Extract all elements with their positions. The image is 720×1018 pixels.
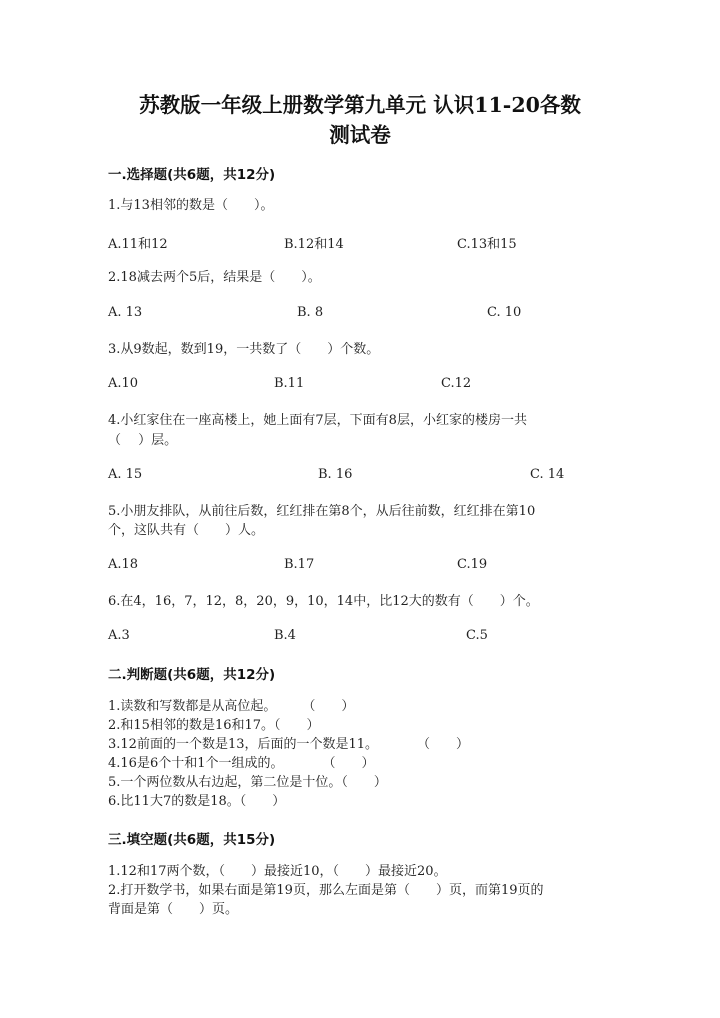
question-4-line1: 4.小红家住在一座高楼上，她上面有7层，下面有8层，小红家的楼房一共 xyxy=(108,413,527,428)
option-b: B.17 xyxy=(284,557,315,572)
section-heading-fill: 三.填空题(共6题，共15分) xyxy=(108,832,276,848)
judge-item-5: 5.一个两位数从右边起，第二位是十位。（ ） xyxy=(108,775,387,790)
option-b: B. 16 xyxy=(318,467,353,482)
judge-item-1: 1.读数和写数都是从高位起。 （ ） xyxy=(108,699,355,714)
option-b: B.12和14 xyxy=(284,237,344,252)
judge-item-2: 2.和15相邻的数是16和17。（ ） xyxy=(108,718,320,733)
option-c: C. 14 xyxy=(530,467,565,482)
question-6: 6.在4，16，7，12，8，20，9，10，14中，比12大的数有（ ）个。 xyxy=(108,594,539,609)
question-4-line2: （ ）层。 xyxy=(108,433,178,448)
page-subtitle: 测试卷 xyxy=(329,123,391,147)
option-c: C.12 xyxy=(441,376,472,391)
option-a: A. 13 xyxy=(108,305,143,320)
judge-item-4: 4.16是6个十和1个一组成的。 （ ） xyxy=(108,756,375,771)
option-a: A. 15 xyxy=(108,467,143,482)
section-heading-judge: 二.判断题(共6题，共12分) xyxy=(108,667,276,683)
option-c: C. 10 xyxy=(487,305,522,320)
option-b: B.11 xyxy=(274,376,305,391)
judge-item-6: 6.比11大7的数是18。（ ） xyxy=(108,794,286,809)
option-a: A.10 xyxy=(108,376,139,391)
question-5-line1: 5.小朋友排队，从前往后数，红红排在第8个，从后往前数，红红排在第10 xyxy=(108,504,536,519)
judge-item-3: 3.12前面的一个数是13，后面的一个数是11。 （ ） xyxy=(108,737,470,752)
fill-item-1: 1.12和17两个数，（ ）最接近10，（ ）最接近20。 xyxy=(108,864,447,879)
question-1: 1.与13相邻的数是（ ）。 xyxy=(108,198,274,213)
fill-item-2-line2: 背面是第（ ）页。 xyxy=(108,902,239,917)
question-5-line2: 个，这队共有（ ）人。 xyxy=(108,523,265,538)
option-c: C.13和15 xyxy=(457,237,517,252)
option-a: A.11和12 xyxy=(108,237,168,252)
question-3: 3.从9数起，数到19，一共数了（ ）个数。 xyxy=(108,342,380,357)
option-c: C.19 xyxy=(457,557,488,572)
option-b: B.4 xyxy=(274,628,296,643)
option-a: A.3 xyxy=(108,628,130,643)
option-c: C.5 xyxy=(466,628,488,643)
option-b: B. 8 xyxy=(297,305,324,320)
question-2: 2.18减去两个5后，结果是（ ）。 xyxy=(108,270,321,285)
fill-item-2-line1: 2.打开数学书，如果右面是第19页，那么左面是第（ ）页，而第19页的 xyxy=(108,883,544,898)
page-title: 苏教版一年级上册数学第九单元 认识11-20各数 xyxy=(139,93,581,117)
option-a: A.18 xyxy=(108,557,139,572)
section-heading-choice: 一.选择题(共6题，共12分) xyxy=(108,167,276,183)
